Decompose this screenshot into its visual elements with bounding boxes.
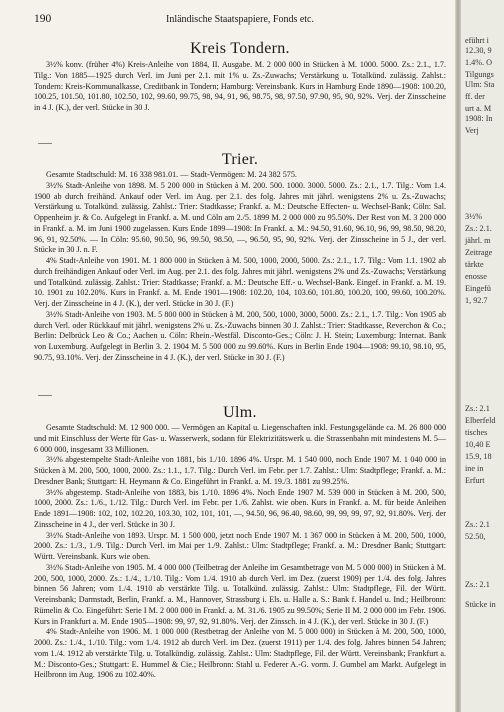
facing-page-fragment: 10,40 E	[465, 440, 491, 449]
facing-page-fragment: Zs.: 2.1.	[465, 224, 492, 233]
section-divider	[38, 395, 52, 396]
facing-page-fragment: Zs.: 2.1	[465, 404, 490, 413]
facing-page-fragment: enosse	[465, 272, 487, 281]
paragraph: 3½% Stadt-Anleihe von 1898. M. 5 200 000 in Stücken à M. 200. 500. 1000. 3000. 5000. Zs.: 2.1., 1.7. Tilg.: Vom 1.4. 1900 ab durch freihänd. Ankauf oder Verl. im Aug. per 2.1. des folg. Jahres mit jährl. wenigstens 2% u. Zs.-Zuwachs; Verstärkung u. Totalkünd. zulässig. Zahlst.: Trier: Stadtkasse; Frankf. a. M.: Deutsche Effecten- u. Wechsel-Bank; Cöln: Sal. Oppenheim jr. & Co. Aufgelegt in Frankf. a. M. und Cöln am 2./5. 1899 M. 2 000 000 zu 95.50%. Der Rest von M. 3 200 000 in Frankf. a. M. im Juni 1900 zugelassen. Kurs Ende 1899—1908: In Frankf. a. M.: 94.50, 91.60, 96.10, 96, 99, 98.50, 98.20, 96, 91, 92.50%. — In Cöln: 95.60, 90.50, 96, 99.50, 98.50, —, 96.50, 95, 90, 92%. Verj. der Zinsscheine in 5 J., der verl. Stücke in 30 J. n. F.	[34, 180, 446, 255]
section-title-tondern: Kreis Tondern.	[190, 40, 290, 57]
facing-page-fragment: 1, 92.7	[465, 296, 488, 305]
facing-page-fragment: Eingefü	[465, 284, 491, 293]
facing-page-fragment: 1908: In	[465, 114, 493, 123]
paragraph: 3½% abgestempelte Stadt-Anleihe von 1881, bis 1./10. 1896 4%. Urspr. M. 1 540 000, noch Ende 1907 M. 1 040 000 in Stücken à M. 200, 500, 1000, 2000. Zs.: 1.1., 1.7. Tilg.: Durch Verl. im Febr. per 1.7. Zahlst.: Ulm: Stadtpflege; Frankf. a. M.: Dresdner Bank; Stuttgart: H. Heymann & Co. Eingeführt in Frankf. a. M. 19./3. 1881 zu 99.25%.	[34, 455, 446, 486]
paragraph: 3½% konv. (früher 4%) Kreis-Anleihe von 1884, II. Ausgabe. M. 2 000 000 in Stücken à M. 1000. 5000. Zs.: 2.1., 1.7. Tilg.: Von 1885—1925 durch Verl. im Juni per 2.1. mit 1% u. Zs.-Zuwachs; Verstärkung u. Totalkünd. zulässig. Zahlst.: Tondern: Kreis-Kommunalkasse, Creditbank in Tondern; Hamburg: Vereinsbank. Kurs in Hamburg Ende 1890—1908: 100.20, 100.25, 101.50, 101.80, 102.50, 102, 99.60, 99.75, 98, 94, 91, 96, 98.75, 98, 97.50, 97.90, 95, 90, 92%. Verj. der Zinsscheine in 4 J. (K.), der verl. Stücke in 30 J.	[34, 60, 446, 112]
facing-page-fragment: jährl. m	[465, 236, 491, 245]
page-number: 190	[34, 13, 52, 25]
paragraph: 3½% Stadt-Anleihe von 1903. M. 5 800 000 in Stücken à M. 200, 500, 1000, 3000, 5000. Zs.: 2.1., 1.7. Tilg.: Von 1905 ab durch Verl. oder Rückkauf mit jährl. wenigstens 2% u. Zs.-Zuwachs binnen 30 J. Zahlst.: Trier: Stadtkasse, Reverchon & Co.; Berlin: Delbrück Leo & Co.; Aachen u. Cöln: Rhein.-Westfäl. Disconto-Ges.; Cöln: J. H. Stein; Luxemburg: Internat. Bank von Luxemburg. Aufgelegt in Berlin 3. 2. 1904 M. 5 500 000 zu 99.60%. Kurs in Berlin Ende 1904—1908: 99.10, 98.10, 95, 90.75, 93.10%. Verj. der Zinsscheine in 4 J. (K.), der verl. Stücke in 30 J. (F.)	[34, 309, 446, 362]
facing-page-fragment: Stücke in	[465, 600, 496, 609]
facing-page-fragment: Tilgungs	[465, 70, 494, 79]
facing-page-fragment: ff. der	[465, 92, 485, 101]
facing-page-fragment: tärkte	[465, 260, 484, 269]
paragraph: 4% Stadt-Anleihe von 1901. M. 1 800 000 in Stücken à M. 500, 1000, 2000, 5000. Zs.: 2.1., 1.7. Tilg.: Vom 1.1. 1902 ab durch freihändigen Ankauf oder Verl. im Aug. per 2.1. des folg. Jahres mit jährl. wenigstens 2% und Zs.-Zuwachs; Verstärkung und Totalkünd. zulässig. Zahlst.: Trier: Stadtkasse; Frankf. a. M.: Deutsche Eff.- u. Wechsel-Bank. Eingef. in Frankf. a. M. 19. 10. 1901 zu 102.20%. Kurs in Frankf. a. M. Ende 1901—1908: 102.20, 104, 103.60, 101.80, 100.20, 100, 99.60, 100.20%. Verj. der Zinsscheine in 4 J. (K.), der verl. Stücke in 30 J. (F.)	[34, 256, 446, 308]
section-divider	[38, 143, 52, 144]
paragraph: 3½% Stadt-Anleihe von 1905. M. 4 000 000 (Teilbetrag der Anleihe im Gesamtbetrage von M. 5 000 000) in Stücken à M. 200, 500, 1000, 2000. Zs.: 1./4., 1./10. Tilg.: Vom 1./4. 1910 ab durch Verl. im Dez. (zuerst 1909) per 1./4. des folg. Jahres binnen 56 Jahren; vom 1./4. 1910 ab verstärkte Tilg. u. Totalkünd. zulässig. Zahlst.: Ulm: Stadtpflege, Fil. der Württ. Vereinsbank; Darmstadt, Berlin, Frankf. a. M., Hannover, Strassburg i. Els. u. Halle a. S.: Bank f. Handel u. Ind.; Heilbronn: Rümelin & Co. Eingeführt: Serie I M. 2 000 000 in Frankf. a. M. 31./6. 1905 zu 99.50%; Serie II M. 2 000 000 im Febr. 1906. Kurs in Frankfurt a. M. Ende 1905—1908: 99, 97, 92, 91.80%. Verj. der Zinssch. in 4 J. (K.), der verl. Stücke in 30 J. (F.)	[34, 562, 446, 626]
facing-page-fragment: 1.4%. O	[465, 58, 493, 67]
facing-page-fragment: 3½%	[465, 212, 483, 221]
facing-page-fragment: Zs.: 2.1	[465, 520, 490, 529]
section-title-ulm: Ulm.	[223, 404, 257, 421]
facing-page-fragment: Zeitrage	[465, 248, 493, 257]
section-body-tondern	[34, 60, 446, 114]
facing-page-fragment: Verj	[465, 126, 479, 135]
paragraph: Gesamte Stadtschuld: M. 16 338 981.01. — Stadt-Vermögen: M. 24 382 575.	[46, 170, 297, 179]
paragraph: 3½% Stadt-Anleihe von 1893. Urspr. M. 1 500 000, jetzt noch Ende 1907 M. 1 367 000 in Stücken à M. 200, 500, 1000, 2000. Zs.: 1./3., 1./9. Tilg.: Durch Verl. im Mai per 1./9. Zahlst.: Ulm: Stadtpflege; Frankf. a. M.: Dresdner Bank; Stuttgart: Württ. Vereinsbank. Kurs wie oben.	[34, 530, 446, 561]
facing-page-fragment: ine in	[465, 464, 484, 473]
section-body-trier	[34, 170, 446, 364]
section-title-trier: Trier.	[221, 151, 259, 168]
facing-page-fragment: tisches	[465, 428, 488, 437]
facing-page-fragment: Elberfeld	[465, 416, 496, 425]
page-header	[34, 13, 446, 27]
facing-page-edge	[461, 0, 504, 712]
facing-page-fragment: Erfurt	[465, 476, 485, 485]
facing-page-fragment: urt a. M	[465, 104, 492, 113]
facing-page-fragment: 12.30, 9	[465, 46, 492, 55]
paragraph: Gesamte Stadtschuld: M. 12 900 000. — Vermögen an Kapital u. Liegenschaften inkl. Festungsgelände ca. M. 26 800 000 und mit Einschluss der Werte für Gas- u. Wasserwerk, sodann für Elektrizitätswerk u. die Strassenbahn mit mindestens M. 5—6 000 000, insgesamt 33 Millionen.	[34, 423, 446, 454]
running-title: Inländische Staatspapiere, Fonds etc.	[165, 14, 314, 25]
facing-page-fragment: 52.50,	[465, 532, 486, 541]
section-body-ulm	[34, 423, 446, 681]
facing-page-fragment: eführt i	[465, 36, 489, 45]
facing-page-fragment: Ulm: Sta	[465, 80, 495, 89]
facing-page-fragment: 15.9, 18	[465, 452, 492, 461]
facing-page-fragment: Zs.: 2.1	[465, 580, 490, 589]
paragraph: 3½% abgestemp. Stadt-Anleihe von 1883, bis 1./10. 1896 4%. Noch Ende 1907 M. 539 000 in Stücken à M. 200, 500, 1000, 2000. Zs.: 1./6., 1./12. Tilg.: Durch Verl. im Febr. per 1./6. Zahlst. wie oben. Kurs in Frankf. a. M. für beide Anleihen Ende 1891—1908: 102, 102, 102.20, 103.30, 102, 101, 101, —, 94.50, 96, 96.40, 98.60, 99, 99, 99, 97, 92, 91.80%. Verj. der Zinsscheine in 4 J., der verl. Stücke in 30 J.	[34, 487, 446, 529]
paragraph: 4% Stadt-Anleihe von 1906. M. 1 000 000 (Restbetrag der Anleihe von M. 5 000 000) in Stücken à M. 200, 500, 1000, 2000. Zs.: 1./4., 1./10. Tilg.: vom 1./4. 1912 ab durch Verl. im Dez. (zuerst 1911) per 1./4. des folg. Jahres binnen 54 Jahren; vom 1./4. 1912 ab verstärkte Tilg. u. Totalkündig. zulässig. Zahlst.: Ulm: Stadtpflege, Fil. der Württ. Vereinsbank; Frankfurt a. M.: Disconto-Ges.; Stuttgart: E. Hummel & Cie.; Heilbronn: Stahl u. Federer A.-G. vorm. J. Gumbel am Markt. Aufgelegt in Heilbronn im Aug. 1906 zu 102.40%.	[34, 627, 446, 680]
